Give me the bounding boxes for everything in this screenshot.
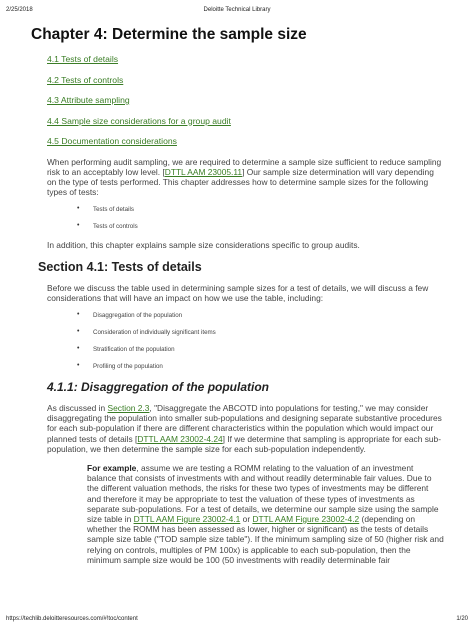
page-footer xyxy=(6,616,468,626)
list-item: • Disaggregation of the population xyxy=(93,312,444,319)
example-label: For example xyxy=(87,462,137,473)
section-4-1-paragraph: Before we discuss the table used in determining sample sizes for a test of details, we will discuss a few considerations that will have an impact on how we use the table, including: xyxy=(47,282,429,303)
group-audit-paragraph: In addition, this chapter explains sample size considerations specific to group audits. xyxy=(47,240,360,251)
dttl-aam-23002-4-24-link[interactable]: DTTL AAM 23002-4.24 xyxy=(137,433,223,444)
list-item: • Tests of details xyxy=(93,206,444,213)
section-2-3-link[interactable]: Section 2.3 xyxy=(107,402,150,413)
print-date: 2/25/2018 xyxy=(6,7,33,13)
list-item: • Consideration of individually significant items xyxy=(93,329,444,336)
section-4-1-title: Section 4.1: Tests of details xyxy=(38,259,202,274)
example-block: For example, assume we are testing a ROMM relating to the valuation of an investment balance that consists of investments with and without readily determinable fair values. Due to the different valuation methods, the risks for these two types of investments may be different and therefore it may be appropriate to test the valuation of these types of investments as separate sub-populations. For a test of details, we determine our sample size using the sample size table in DTTL AAM Figure 23002-4.1 or DTTL AAM Figure 23002-4.2 (depending on whether the ROMM has been assessed as lower, higher or significant) as the tests of details sample size table ("TOD sample size table"). If the minimum sampling size of 50 (higher risk and relying on controls, multiples of PM 100x) is applicable to each sub-population, then the minimum sample size would be 100 (50 investments with readily determinable fair xyxy=(87,462,444,565)
list-item: • Profiling of the population xyxy=(93,363,444,370)
disaggregation-paragraph: As discussed in Section 2.3, "Disaggregate the ABCOTD into populations for testing," we may consider disaggregating the population into smaller sub-populations and designing separate substantive procedures for each sub-population if there are different characteristics within the population which would impact our planned tests of details [DTTL AAM 23002-4.24] If we determine that sampling is appropriate for each sub-population, we then determine the sample size for each sub-population independently. xyxy=(47,402,442,454)
list-item: • Tests of controls xyxy=(93,223,444,230)
chapter-title: Chapter 4: Determine the sample size xyxy=(31,26,307,43)
figure-23002-4-2-link[interactable]: DTTL AAM Figure 23002-4.2 xyxy=(252,513,360,524)
page-number: 1/20 xyxy=(456,616,468,622)
document-body xyxy=(31,22,444,565)
test-types-list xyxy=(31,206,444,230)
dttl-aam-23005-11-link[interactable]: DTTL AAM 23005.11 xyxy=(164,166,243,177)
section-4-1-1-title: 4.1.1: Disaggregation of the population xyxy=(47,379,270,394)
figure-23002-4-1-link[interactable]: DTTL AAM Figure 23002-4.1 xyxy=(133,513,241,524)
toc-link-4-5[interactable]: 4.5 Documentation considerations xyxy=(47,136,177,146)
intro-paragraph: When performing audit sampling, we are required to determine a sample size sufficient to reduce sampling risk to an acceptably low level. [DTTL AAM 23005.11] Our sample size determination will vary depending on the type of tests performed. This chapter addresses how to determine sample sizes for the following types of tests: xyxy=(47,156,442,198)
header-title: Deloitte Technical Library xyxy=(203,7,271,13)
toc-link-4-3[interactable]: 4.3 Attribute sampling xyxy=(47,95,130,105)
considerations-list xyxy=(31,312,444,370)
page-header xyxy=(6,7,468,17)
toc-link-4-1[interactable]: 4.1 Tests of details xyxy=(47,54,119,64)
footer-url: https://techlib.deloitteresources.com/#!toc/content xyxy=(6,616,138,622)
table-of-contents xyxy=(31,54,444,146)
toc-link-4-2[interactable]: 4.2 Tests of controls xyxy=(47,74,124,85)
list-item: • Stratification of the population xyxy=(93,346,444,353)
toc-link-4-4[interactable]: 4.4 Sample size considerations for a group audit xyxy=(47,115,231,126)
